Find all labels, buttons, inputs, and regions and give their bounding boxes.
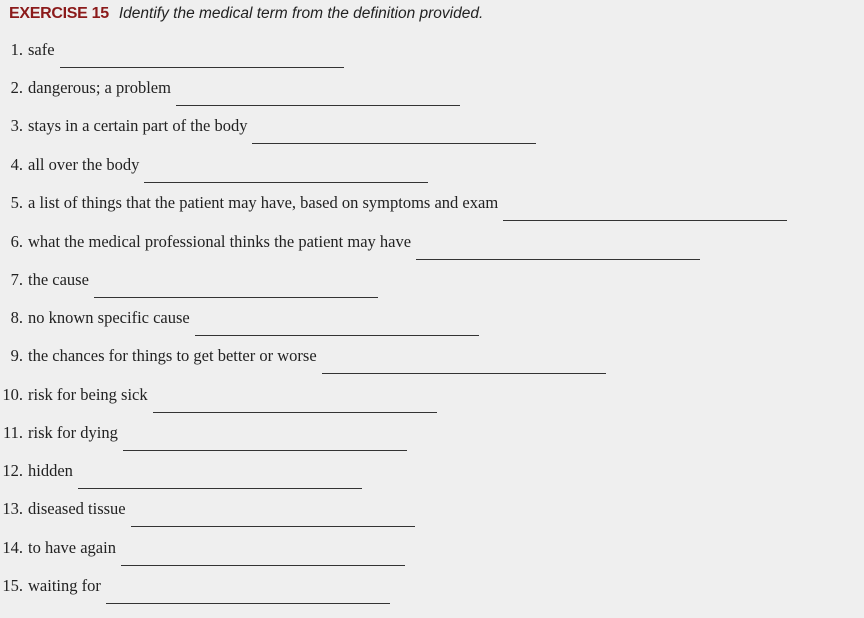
question-item <box>0 193 864 231</box>
question-number: 10. <box>2 385 23 404</box>
question-definition: what the medical professional thinks the patient may have <box>28 232 412 251</box>
question-item <box>0 346 864 384</box>
question-definition: risk for being sick <box>28 385 148 404</box>
answer-blank[interactable] <box>195 335 479 336</box>
question-number: 4. <box>10 155 23 174</box>
question-text <box>0 193 498 213</box>
question-item <box>0 499 864 537</box>
question-number: 3. <box>10 116 23 135</box>
answer-blank[interactable] <box>322 373 606 374</box>
question-text <box>0 346 317 366</box>
question-text <box>0 270 89 290</box>
question-item <box>0 538 864 576</box>
question-item <box>0 232 864 270</box>
question-number: 11. <box>2 423 23 442</box>
question-text <box>0 155 139 175</box>
question-item <box>0 270 864 308</box>
question-number: 5. <box>10 193 23 212</box>
exercise-instruction: Identify the medical term from the definition provided. <box>118 5 484 22</box>
answer-blank[interactable] <box>131 526 415 527</box>
question-definition: the chances for things to get better or worse <box>28 346 317 365</box>
question-item <box>0 423 864 461</box>
question-item <box>0 385 864 423</box>
question-item <box>0 576 864 614</box>
question-number: 8. <box>10 308 23 327</box>
exercise-label: EXERCISE 15 <box>9 5 109 22</box>
question-item <box>0 461 864 499</box>
question-number: 12. <box>2 461 23 480</box>
question-definition: to have again <box>28 538 116 557</box>
question-definition: risk for dying <box>28 423 118 442</box>
answer-blank[interactable] <box>416 259 700 260</box>
question-number: 13. <box>2 499 23 518</box>
question-definition: waiting for <box>28 576 101 595</box>
question-text <box>0 116 247 136</box>
answer-blank[interactable] <box>123 450 407 451</box>
question-number: 14. <box>2 538 23 557</box>
question-text <box>0 40 55 60</box>
question-number: 9. <box>10 346 23 365</box>
question-item <box>0 155 864 193</box>
question-definition: all over the body <box>28 155 140 174</box>
question-text <box>0 499 126 519</box>
question-item <box>0 78 864 116</box>
question-definition: the cause <box>28 270 89 289</box>
question-text <box>0 78 171 98</box>
answer-blank[interactable] <box>94 297 378 298</box>
question-definition: diseased tissue <box>28 499 126 518</box>
answer-blank[interactable] <box>60 67 344 68</box>
answer-blank[interactable] <box>78 488 362 489</box>
question-number: 6. <box>10 232 23 251</box>
answer-blank[interactable] <box>121 565 405 566</box>
answer-blank[interactable] <box>252 143 536 144</box>
question-definition: safe <box>28 40 55 59</box>
question-text <box>0 232 411 252</box>
question-definition: no known specific cause <box>28 308 190 327</box>
question-definition: a list of things that the patient may have, based on symptoms and exam <box>28 193 499 212</box>
question-text <box>0 576 101 596</box>
answer-blank[interactable] <box>106 603 390 604</box>
question-number: 7. <box>10 270 23 289</box>
question-text <box>0 308 190 328</box>
answer-blank[interactable] <box>176 105 460 106</box>
question-text <box>0 423 118 443</box>
question-text <box>0 538 116 558</box>
question-definition: hidden <box>28 461 73 480</box>
answer-blank[interactable] <box>144 182 428 183</box>
question-item <box>0 40 864 78</box>
question-text <box>0 461 73 481</box>
answer-blank[interactable] <box>153 412 437 413</box>
answer-blank[interactable] <box>503 220 787 221</box>
question-number: 1. <box>10 40 23 59</box>
question-item <box>0 308 864 346</box>
question-definition: stays in a certain part of the body <box>28 116 248 135</box>
question-item <box>0 116 864 154</box>
question-text <box>0 385 148 405</box>
question-number: 2. <box>10 78 23 97</box>
exercise-header <box>9 5 483 23</box>
question-number: 15. <box>2 576 23 595</box>
question-definition: dangerous; a problem <box>28 78 171 97</box>
